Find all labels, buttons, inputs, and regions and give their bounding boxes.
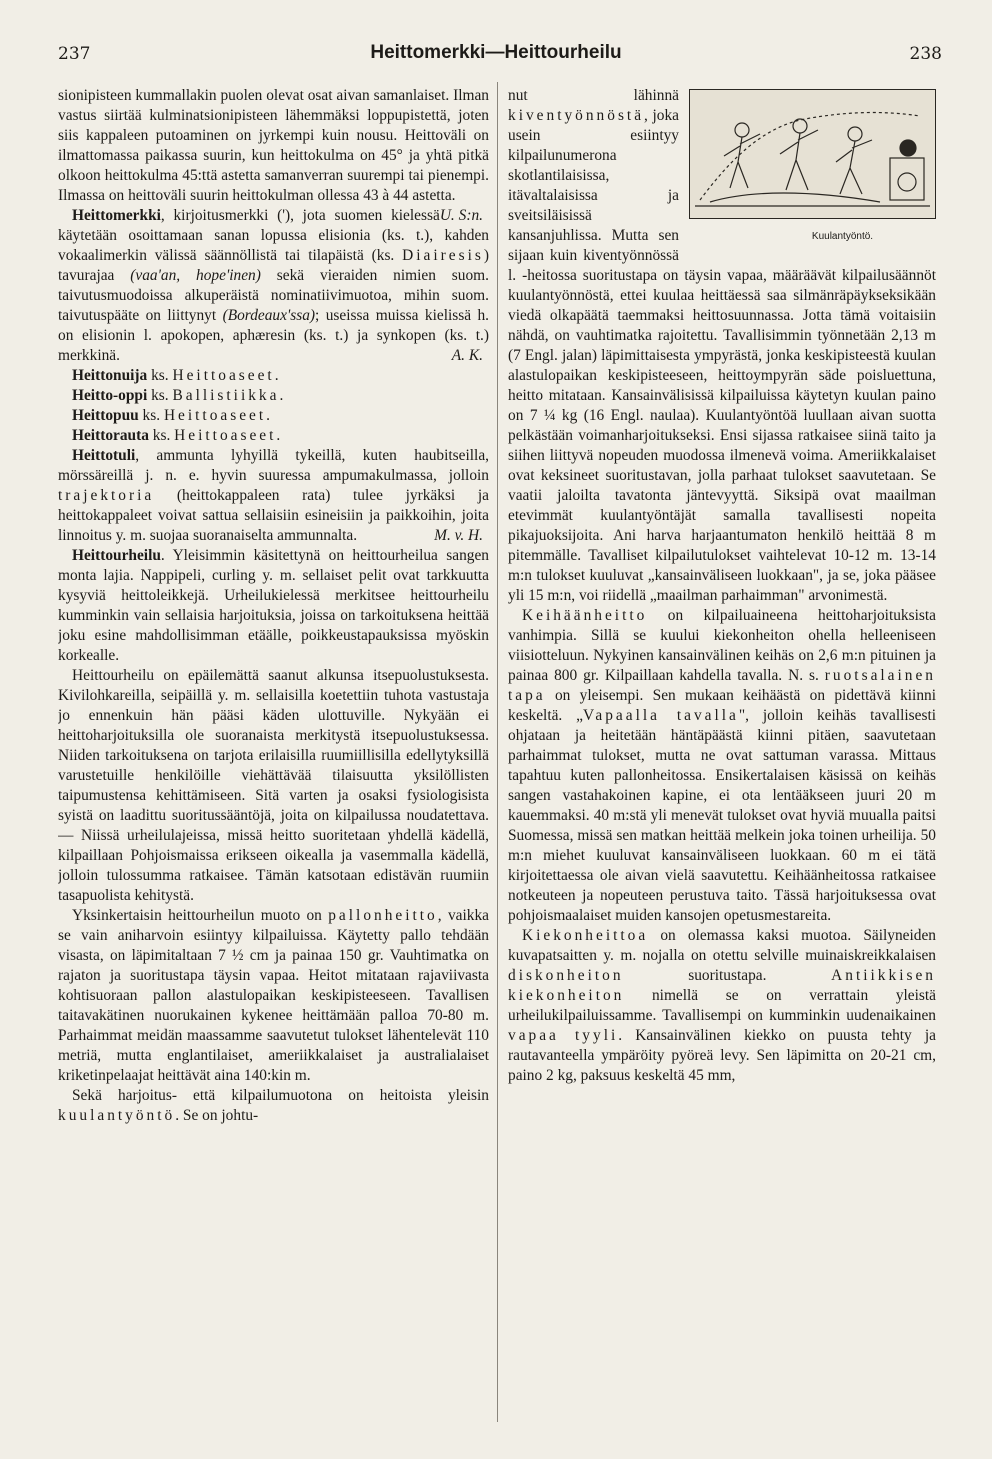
column-divider — [497, 82, 498, 1422]
figure-caption: Kuulantyöntö. — [811, 231, 874, 242]
paragraph-keihaanheitto: Keihäänheitto on kilpailuaineena heittoharjoituksista vanhimpia. Sillä se kuului kiekonheiton ohella helleeniseen viisiotteluun. Nykyinen kansainvälinen keihäs on 2,6 m:n pituinen ja painaa 800 gr. Kilpaillaan kahdella tavalla. N. s. ruotsalainen tapa on yleisempi. Sen mukaan keihäästä on pidettävä kiinni keskeltä. „Vapaalla tavalla", jolloin keihäs tavallisesti ohjataan ja heitetään häntäpäästä kiinni pitäen, saavutetaan parhaimmat tulokset, mutta ne ovat sattuman varassa. Mittaus tapahtuu kuten pallonheitossa. Ensikertalaisen käsissä on keihäs sangen vastahakoinen kapine, ei ota lentääkseen juuri 20 m kauemmaksi. 40 m:stä yli menevät tulokset ovat hyviä muualla paitsi Suomessa, missä sen matkan heittää melkein joka toinen urheilija. 50 m:n miehet kuuluvat kansainväliseen luokkaan. 60 m ei tätä kirjoitettaessa ole aivan vielä saavutettu. Keihäänheitossa ratkaisee notkeuteen ja nopeuteen perustuva taito. Tässä harjoituksessa ovat pohjoismaalaiset muiden kansojen opetusmestareita. — [508, 607, 936, 924]
paragraph-kuulantyonto: Sekä harjoitus- että kilpailumuotona on heitoista yleisin kuulantyöntö. Se on johtu- — [58, 1087, 489, 1124]
page-number-right: 238 — [909, 44, 942, 64]
paragraph-heittovali: sionipisteen kummallakin puolen olevat osat aivan samanlaiset. Ilman vastus siirtää kulminatsionipisteen lähemmäksi loppupistettä, joten siis kappaleen putoaminen on jyrkempi kuin nousu. Heittoväli on ilmattomassa paikassa suurin, kun heittokulma on 45° ja yhtä pitkä olkoon heittokulma 45:ttä astetta samanverran suurempi tai pienempi. Ilmassa on heittoväli suurin heittokulman ollessa 43 à 44 astetta. U. S:n. — [58, 87, 489, 224]
entry-heittotuli: Heittotuli, ammunta lyhyillä tykeillä, kuten haubitseilla, mörssäreillä j. n. e. hyvin suuressa ampumakulmassa, jolloin trajektoria (heittokappaleen rata) tulee jyrkäksi ja heittokappaleet voivat sattua sellaisiin esineisiin ja paikkoihin, joita linnoitus y. m. suojaa suoranaiselta ammunnalta. M. v. H. — [58, 447, 489, 544]
entry-heittorauta: Heittorauta ks. Heittoaseet. — [72, 427, 281, 444]
signature: M. v. H. — [434, 527, 483, 544]
signature: U. S:n. — [439, 207, 483, 224]
figure-image — [689, 89, 936, 219]
entry-heittomerkki: Heittomerkki, kirjoitusmerkki ('), jota suomen kielessä käytetään osoittamaan sanan lopussa elisionia (ks. t.), kahden vokaalimerkin välissä säännöllistä tai tilapäistä (ks. Diairesis) tavurajaa (vaa'an, hope'inen) sekä vieraiden nimien suom. taivutusmuodoissa alkuperäistä nominatiivimuotoa, mihin suom. taivutuspääte on liittynyt (Bordeaux'ssa); useissa muissa kielissä h. on elisionin l. apokopen, aphæresin (ks. t.) ja synkopen (ks. t.) merkkinä. A. K. — [58, 207, 489, 364]
running-header — [0, 42, 992, 70]
running-title: Heittomerkki—Heittourheilu — [370, 42, 622, 63]
headword: Heittomerkki — [72, 207, 161, 224]
paragraph-itsepuolustus: Heittourheilu on epäilemättä saanut alkunsa itsepuolustuksesta. Kivilohkareilla, seipäillä y. m. sellaisilla koetettiin tuhota vastustaja jo ennenkuin hän pääsi käden ulottuville. Nykyään ei heittoharjoituksilla ole suoranaista merkitystä itsepuolustuksessa. Niiden tarkoituksena on tarjota erilaisilla ruumiillisilla edellytyksillä varustetuille henkilöille viehättävää tilaisuutta yksilöllisten taipumustensa kehittämiseen. Sitä varten ja osaksi fysiologisista syistä on laadittu suoritussääntöjä, joita on kilpailussa noudatettava. — Niissä urheilulajeissa, missä heitto suoritetaan yhdellä kädellä, kilpaillaan Pohjoismaissa erikseen oikealla ja vasemmalla kädellä, jolloin tulossumma ratkaisee. Tämän katsotaan edistävän ruumiin tasapuolista kehitystä. — [58, 667, 489, 904]
entry-heittonuija: Heittonuija ks. Heittoaseet. — [72, 367, 279, 384]
left-column — [58, 86, 489, 1436]
entry-heitto-oppi: Heitto-oppi ks. Ballistiikka. — [72, 387, 284, 404]
entry-heittourheilu: Heittourheilu. Yleisimmin käsitettynä on heittourheilua sangen monta lajia. Nappipeli, curling y. m. sellaiset pelit ovat tarkkuutta kysyviä heittoleikkejä. Urheilukielessä merkitsee heittourheilu kumminkin vain sellaisia harjoituksia, joissa on tarkoituksena heittää joku esine mahdollisimman etäälle, poikkeustapauksissa myöskin korkealle. — [58, 547, 489, 664]
signature: A. K. — [451, 347, 483, 364]
entry-heittopuu: Heittopuu ks. Heittoaseet. — [72, 407, 271, 424]
right-column — [508, 86, 936, 1436]
paragraph-kiekonheitto: Kiekonheittoa on olemassa kaksi muotoa. Säilyneiden kuvapatsaitten y. m. nojalla on otettu selville muinaiskreikkalaisen diskonheiton suoritustapa. Antiikkisen kiekonheiton nimellä se on verrattain yleistä urheilukilpailuissamme. Tavallisempi on kumminkin uudenaikainen vapaa tyyli. Kansainvälinen kiekko on puusta tehty ja rautavanteella ympäröity pyöreä levy. Sen läpimitta on 20-21 cm, paino 2 kg, paksuus keskeltä 45 mm, — [508, 927, 936, 1084]
paragraph-pallonheitto: Yksinkertaisin heittourheilun muoto on pallonheitto, vaikka se vain aniharvoin esiintyy kilpailuissa. Käytetty pallo tehdään visasta, on läpimitaltaan 7 ½ cm ja painaa 150 gr. Vauhtimatka on rajaton ja suoritustapa täysin vapaa. Heitot mitataan rajaviivasta kohtisuoraan pallon alastulopaikan keskipisteeseen. Tavallisen taitavakätinen nuorukainen kykenee heittämään palloa 70-80 m. Parhaimmat meidän maassamme saavutetut tulokset lähentelevät 110 metriä, mutta englantilaiset, ameriikkalaiset ja australialaiset kriketinpelaajat heittävät aina 140:kin m. — [58, 907, 489, 1084]
shot-put-illustration — [690, 90, 935, 218]
paragraph-kivientyonto: nut lähinnä kiventyönnöstä, joka usein esiintyy kilpailunumerona skotlantilaisissa, itävaltalaisissa ja sveitsiläisissä kansanjuhlissa. Mutta sen sijaan kuin kiventyönnössä l. -heitossa suoritustapa on täysin vapaa, määräävät kilpailusäännöt kuulantyönnöstä, ettei kuulaa heittäessä saa silmänräpäykseksikään viedä olkapäätä taemmaksi heittosuunnassa. Jotta tämä voitaisiin nähdä, on vauhtimatka rajoitettu. Tavallisimmin työnnetään 2,13 m (7 Engl. jalan) läpimittaisesta ympyrästä, jonka keskipisteestä kuulan alastulopaikan keskipisteeseen, heittoympyrän säde poisluettuna, heitto mitataan. Kansainvälisissä kilpailuissa käytetyn kuulan paino on 7 ¼ kg (16 Engl. naulaa). Kuulantyöntöä luullaan aivan suotta pelkästään voimanharjoitukseksi. Ensi sijassa ratkaisee siinä taito ja siihen liittyvä nopeuden muodossa ilmenevä voima. Ameriikkalaiset ovat keksineet suoritustavan, jolla parhaat tulokset saavutetaan. Se vaatii jaloilta tavatonta jäntevyyttä. Siksipä ovat maailman etevimmät kuulantyöntäjät samalla tavallisesti nopeita pikajuoksijoita. Ani harva harjaantumaton henkilö heittää 8 m pitemmälle. Tavalliset kilpailutulokset vaihtelevat 10-12 m. 13-14 m:n tulokset kuuluvat „kansainväliseen luokkaan", ja se, joka pääsee yli 15 m:n, voi riidellä „maailman parhaimman" arvonimestä. — [508, 87, 936, 604]
page-number-left: 237 — [58, 44, 91, 64]
figure-shot-put — [689, 89, 936, 243]
